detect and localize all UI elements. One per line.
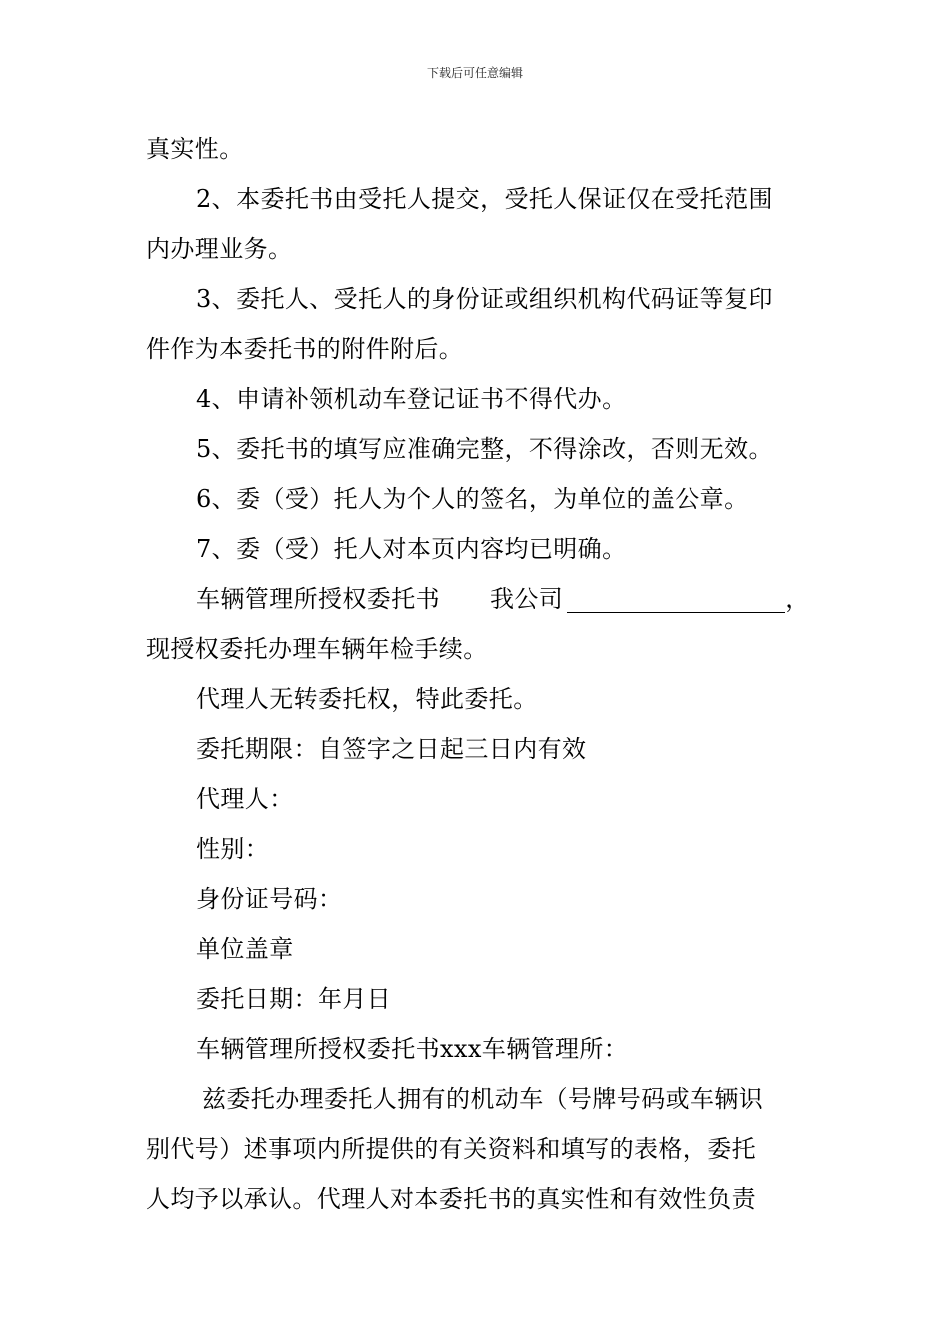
body-line: 2、本委托书由受托人提交，受托人保证仅在受托范围 [196, 185, 773, 213]
body-line: 人均予以承认。代理人对本委托书的真实性和有效性负责 [146, 1185, 756, 1213]
company-name-blank [567, 584, 785, 613]
company-label: 我公司 [490, 585, 564, 613]
document-body [146, 124, 811, 1224]
body-line: 兹委托办理委托人拥有的机动车（号牌号码或车辆识 [202, 1085, 764, 1113]
company-seal-field: 单位盖章 [196, 935, 294, 963]
authorization-title: 车辆管理所授权委托书 [196, 585, 440, 613]
authorization-line [146, 574, 811, 624]
comma: ， [785, 585, 810, 613]
body-line: 别代号）述事项内所提供的有关资料和填写的表格，委托 [146, 1135, 756, 1163]
id-number-field: 身份证号码： [196, 885, 343, 913]
agent-field: 代理人： [196, 785, 294, 813]
body-line: 委托期限：自签字之日起三日内有效 [196, 735, 587, 763]
body-line: 代理人无转委托权，特此委托。 [196, 685, 538, 713]
body-line: 4、申请补领机动车登记证书不得代办。 [196, 385, 627, 413]
body-line: 6、委（受）托人为个人的签名，为单位的盖公章。 [196, 485, 749, 513]
body-line: 7、委（受）托人对本页内容均已明确。 [196, 535, 627, 563]
body-line: 内办理业务。 [146, 235, 293, 263]
page-header: 下载后可任意编辑 [426, 66, 523, 80]
body-line: 3、委托人、受托人的身份证或组织机构代码证等复印 [196, 285, 773, 313]
body-line: 件作为本委托书的附件附后。 [146, 335, 464, 363]
body-line: 车辆管理所授权委托书xxx车辆管理所： [196, 1035, 629, 1063]
body-line: 真实性。 [146, 135, 244, 163]
body-line: 5、委托书的填写应准确完整，不得涂改，否则无效。 [196, 435, 773, 463]
date-field: 委托日期：年月日 [196, 985, 392, 1013]
gender-field: 性别： [196, 835, 270, 863]
body-line: 现授权委托办理车辆年检手续。 [146, 635, 488, 663]
